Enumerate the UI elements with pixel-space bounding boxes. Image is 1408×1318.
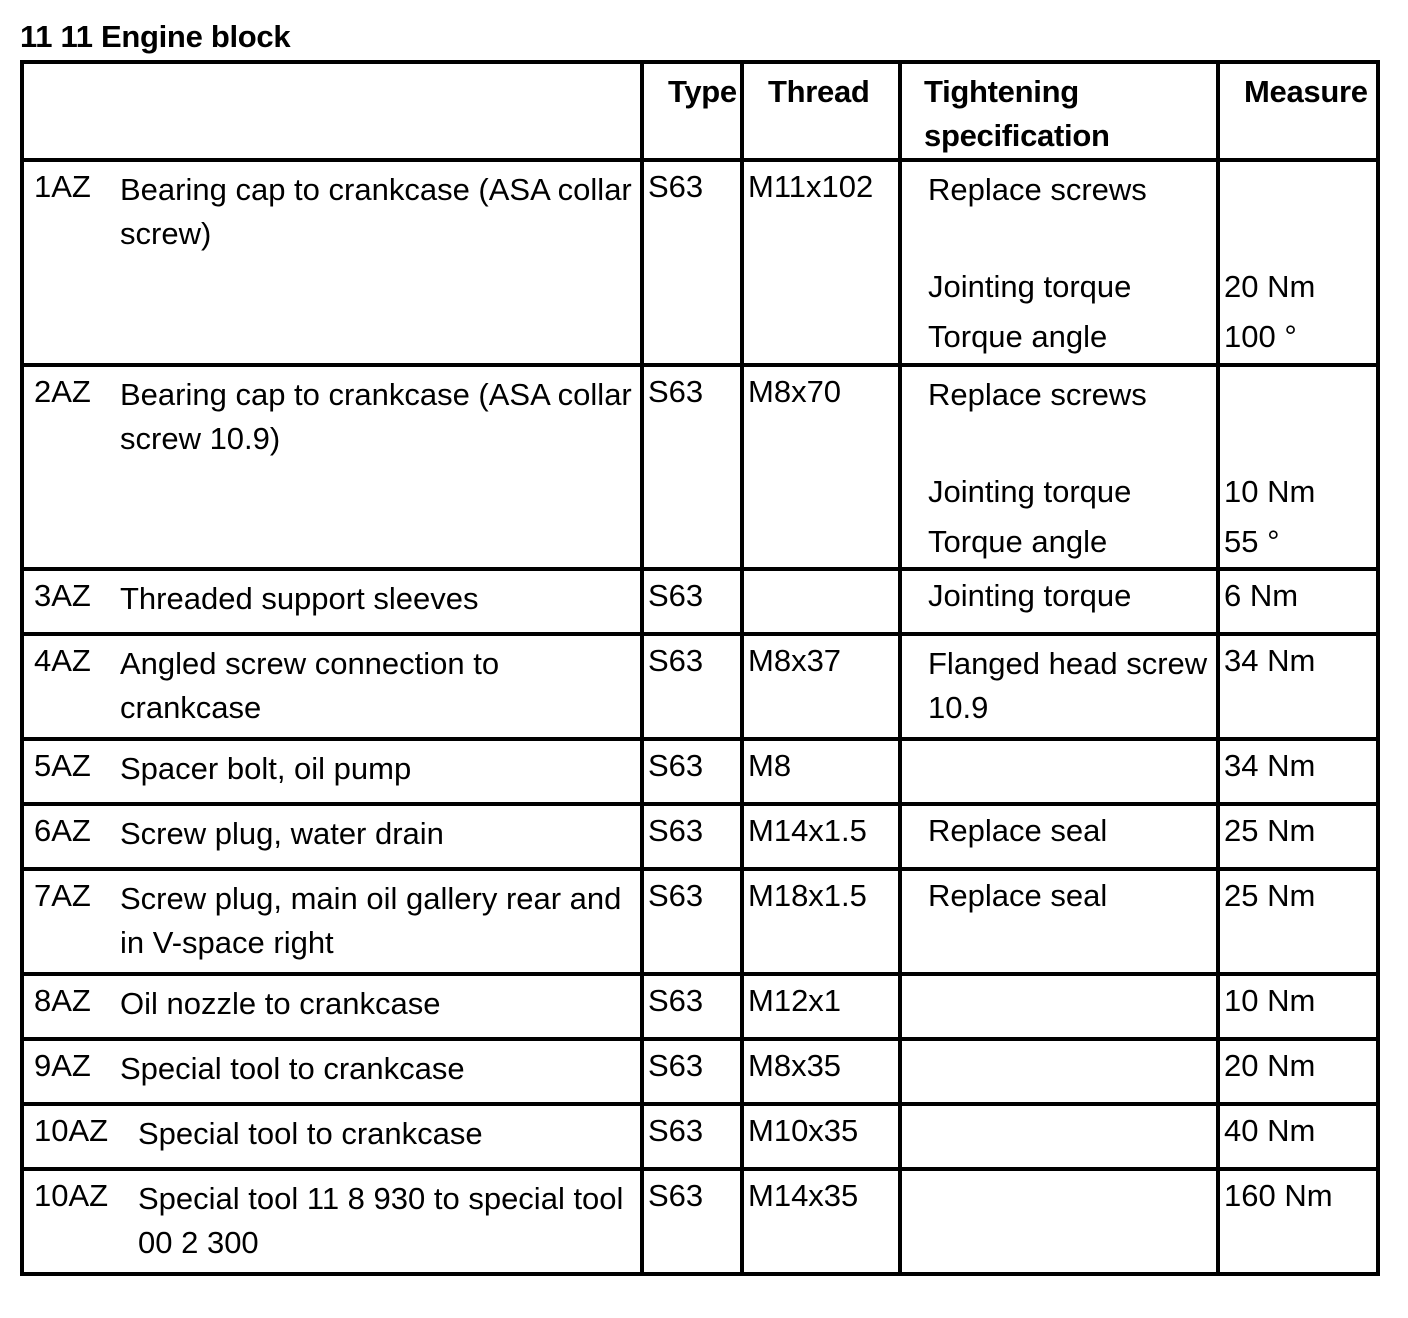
header-thread: Thread: [742, 62, 900, 160]
row-type: [642, 160, 742, 365]
row-thread-value: M14x35: [748, 1178, 859, 1213]
header-measure: Measure: [1218, 62, 1378, 160]
row-type-value: S63: [648, 983, 704, 1018]
row-code: 10AZ: [34, 1113, 109, 1148]
row-measure: [1218, 739, 1378, 804]
row-thread-value: M18x1.5: [748, 878, 867, 913]
row-spec: [900, 869, 1218, 974]
row-thread: [742, 974, 900, 1039]
row-type-value: S63: [648, 813, 704, 848]
row-thread-value: M8: [748, 748, 792, 783]
row-thread: [742, 1039, 900, 1104]
row-measure: [1218, 634, 1378, 739]
row-description-cell: [22, 1039, 642, 1104]
row-spec-line: Jointing torque: [928, 269, 1132, 304]
row-thread: [742, 569, 900, 634]
row-thread: [742, 804, 900, 869]
row-spec-line: [928, 212, 1210, 262]
table-row: [22, 804, 1378, 869]
row-type: [642, 1104, 742, 1169]
row-code: 8AZ: [34, 983, 91, 1018]
row-thread-value: M11x102: [748, 169, 874, 204]
row-spec-line: Replace screws: [928, 377, 1147, 412]
row-spec: [900, 974, 1218, 1039]
row-measure: [1218, 804, 1378, 869]
row-spec-value: Replace seal: [928, 813, 1108, 848]
row-code: 5AZ: [34, 748, 91, 783]
row-description-cell: [22, 739, 642, 804]
row-type-value: S63: [648, 1178, 704, 1213]
row-measure-value: 40 Nm: [1224, 1113, 1316, 1148]
row-type: [642, 1039, 742, 1104]
row-description: Bearing cap to crankcase (ASA collar screw): [120, 172, 632, 251]
row-type-value: S63: [648, 578, 704, 613]
row-description: Threaded support sleeves: [120, 581, 479, 616]
row-spec: [900, 804, 1218, 869]
torque-spec-table: [20, 60, 1380, 1276]
row-measure-value: 25 Nm: [1224, 813, 1316, 848]
row-type: [642, 569, 742, 634]
row-thread-value: M12x1: [748, 983, 842, 1018]
row-spec: [900, 1169, 1218, 1274]
row-code: 10AZ: [34, 1178, 109, 1213]
row-code: 9AZ: [34, 1048, 91, 1083]
row-spec: [900, 365, 1218, 569]
row-measure-value: 25 Nm: [1224, 878, 1316, 913]
row-measure-line: 10 Nm: [1224, 474, 1316, 509]
row-code: 2AZ: [34, 374, 91, 409]
table-row: [22, 1039, 1378, 1104]
row-measure: [1218, 1104, 1378, 1169]
row-measure-line: 20 Nm: [1224, 269, 1316, 304]
table-row: [22, 634, 1378, 739]
header-tightening-specification: [900, 62, 1218, 160]
row-type: [642, 739, 742, 804]
row-spec-line: Torque angle: [928, 524, 1108, 559]
row-type-value: S63: [648, 374, 704, 409]
row-spec-line: Torque angle: [928, 319, 1108, 354]
row-measure: [1218, 1039, 1378, 1104]
row-thread: [742, 1104, 900, 1169]
row-description: Bearing cap to crankcase (ASA collar screw 10.9): [120, 377, 632, 456]
row-thread: [742, 365, 900, 569]
header-tightening-line1: Tightening: [924, 74, 1079, 109]
row-type: [642, 634, 742, 739]
row-spec-line: Jointing torque: [928, 474, 1132, 509]
row-thread-value: M10x35: [748, 1113, 859, 1148]
row-type-value: S63: [648, 169, 704, 204]
row-thread-value: M14x1.5: [748, 813, 867, 848]
row-type: [642, 365, 742, 569]
table-row: [22, 160, 1378, 365]
row-spec: [900, 160, 1218, 365]
row-type-value: S63: [648, 748, 704, 783]
row-spec-value: Jointing torque: [928, 578, 1132, 613]
row-spec-value: Replace seal: [928, 878, 1108, 913]
table-row: [22, 974, 1378, 1039]
header-tightening-line2: specification: [924, 118, 1110, 153]
header-type: Type: [642, 62, 742, 160]
row-spec: [900, 569, 1218, 634]
row-measure-value: 34 Nm: [1224, 748, 1316, 783]
row-spec: [900, 1104, 1218, 1169]
row-description: Special tool to crankcase: [120, 1051, 465, 1086]
row-description-cell: [22, 1104, 642, 1169]
row-measure-line: [1224, 373, 1376, 417]
row-code: 3AZ: [34, 578, 91, 613]
row-code: 1AZ: [34, 169, 91, 204]
row-spec-line: [928, 417, 1210, 467]
row-type: [642, 804, 742, 869]
row-spec-value: Flanged head screw 10.9: [928, 646, 1208, 725]
row-measure: [1218, 1169, 1378, 1274]
row-thread: [742, 160, 900, 365]
row-measure-value: 6 Nm: [1224, 578, 1299, 613]
row-measure: [1218, 869, 1378, 974]
row-description: Screw plug, water drain: [120, 816, 444, 851]
row-measure-value: 34 Nm: [1224, 643, 1316, 678]
row-thread-value: M8x37: [748, 643, 842, 678]
table-row: [22, 1169, 1378, 1274]
row-spec: [900, 634, 1218, 739]
row-measure: [1218, 974, 1378, 1039]
row-measure-line: 55 °: [1224, 524, 1280, 559]
table-row: [22, 569, 1378, 634]
table-row: [22, 365, 1378, 569]
row-spec: [900, 739, 1218, 804]
row-description: Spacer bolt, oil pump: [120, 751, 412, 786]
row-code: 4AZ: [34, 643, 91, 678]
row-measure-value: 160 Nm: [1224, 1178, 1333, 1213]
row-type: [642, 869, 742, 974]
header-row: [22, 62, 1378, 160]
row-measure: [1218, 365, 1378, 569]
row-measure-line: [1224, 417, 1376, 467]
row-thread-value: M8x35: [748, 1048, 842, 1083]
row-description: Screw plug, main oil gallery rear and in V-space right: [120, 881, 622, 960]
row-measure-value: 10 Nm: [1224, 983, 1316, 1018]
row-description: Special tool to crankcase: [138, 1116, 483, 1151]
row-thread: [742, 869, 900, 974]
row-description-cell: [22, 569, 642, 634]
header-description: [22, 62, 642, 160]
row-measure-line: [1224, 212, 1376, 262]
row-description-cell: [22, 869, 642, 974]
row-description: Special tool 11 8 930 to special tool 00 2 300: [138, 1181, 624, 1260]
row-description-cell: [22, 634, 642, 739]
row-type: [642, 1169, 742, 1274]
row-description-cell: [22, 974, 642, 1039]
row-description-cell: [22, 1169, 642, 1274]
table-row: [22, 1104, 1378, 1169]
row-spec-line: Replace screws: [928, 172, 1147, 207]
row-thread: [742, 634, 900, 739]
row-measure-line: 100 °: [1224, 319, 1297, 354]
section-title: 11 11 Engine block: [20, 19, 291, 54]
row-measure: [1218, 569, 1378, 634]
row-measure-line: [1224, 168, 1376, 212]
row-thread-value: M8x70: [748, 374, 842, 409]
row-thread: [742, 739, 900, 804]
row-type-value: S63: [648, 643, 704, 678]
row-thread: [742, 1169, 900, 1274]
row-type-value: S63: [648, 878, 704, 913]
row-type-value: S63: [648, 1048, 704, 1083]
table-row: [22, 739, 1378, 804]
row-measure: [1218, 160, 1378, 365]
row-description-cell: [22, 365, 642, 569]
row-measure-value: 20 Nm: [1224, 1048, 1316, 1083]
row-description-cell: [22, 804, 642, 869]
row-code: 7AZ: [34, 878, 91, 913]
row-code: 6AZ: [34, 813, 91, 848]
row-description-cell: [22, 160, 642, 365]
row-description: Angled screw connection to crankcase: [120, 646, 500, 725]
row-description: Oil nozzle to crankcase: [120, 986, 441, 1021]
row-type-value: S63: [648, 1113, 704, 1148]
table-row: [22, 869, 1378, 974]
row-spec: [900, 1039, 1218, 1104]
row-type: [642, 974, 742, 1039]
